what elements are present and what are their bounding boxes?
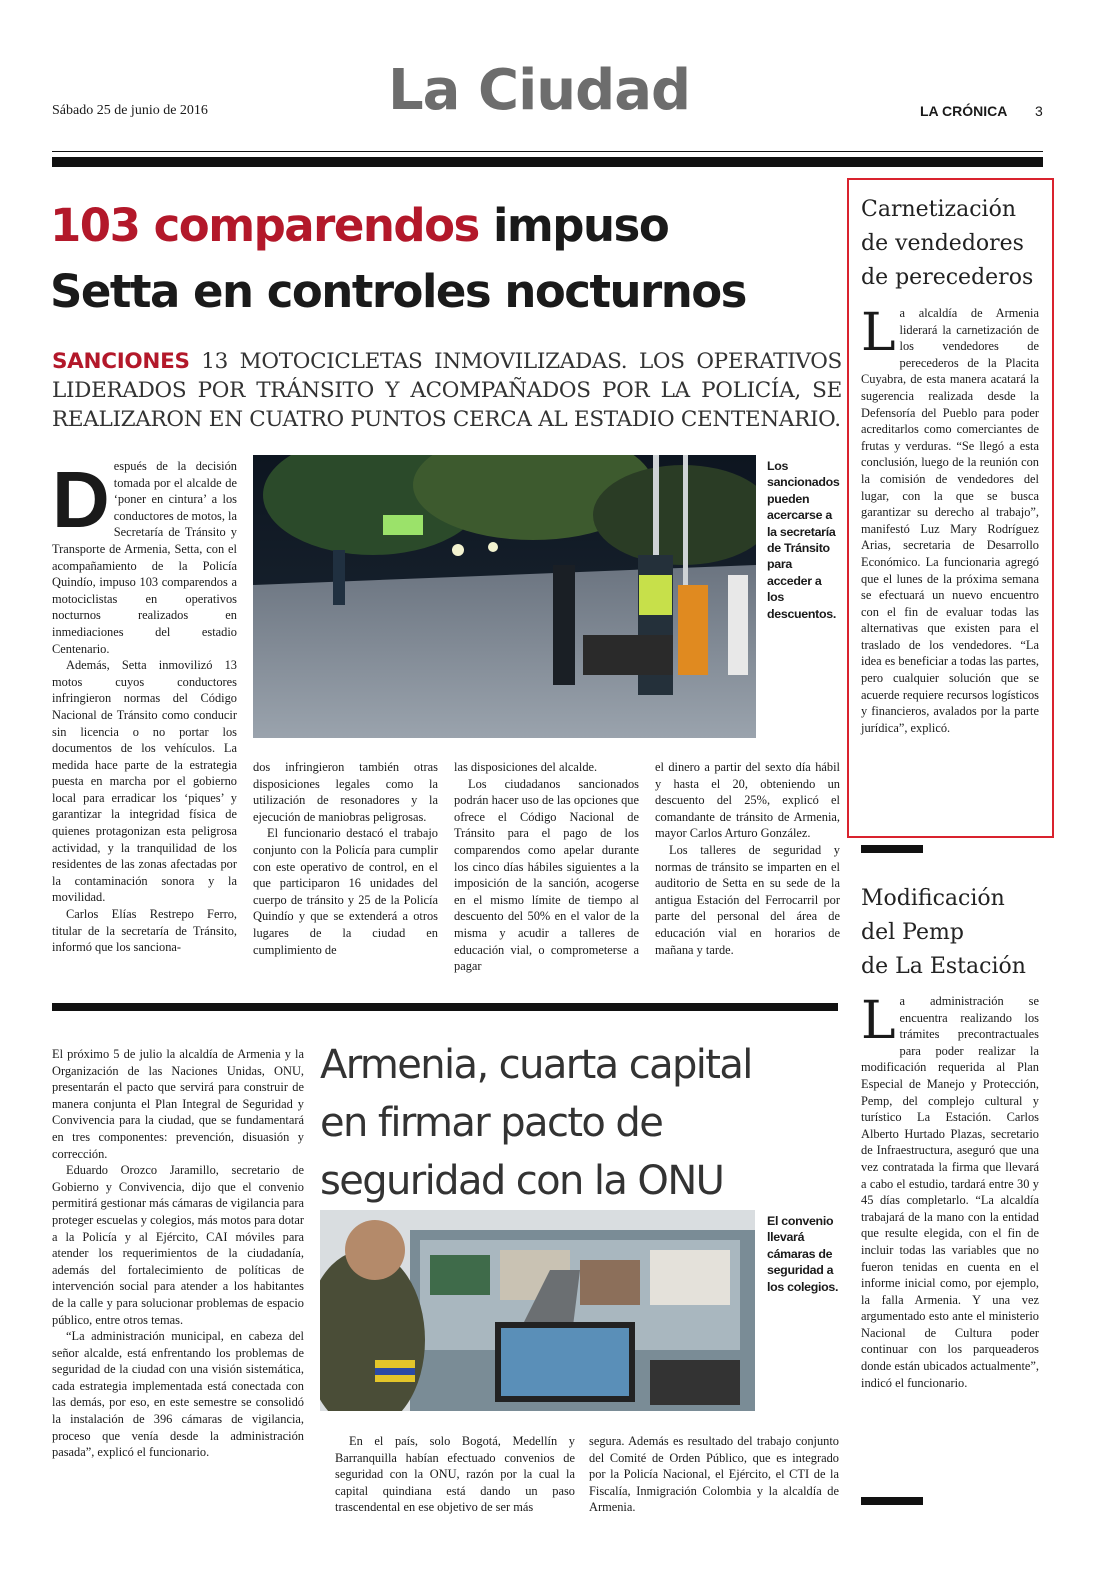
main-column-3 [454,759,639,975]
sidebar1-dropcap: L [861,303,896,363]
article-divider [52,1003,838,1011]
second-headline-line2: en firmar pacto de [320,1100,663,1146]
deck [52,347,842,434]
issue-date: Sábado 25 de junio de 2016 [52,103,208,118]
sidebar1-body [861,305,1039,736]
main-col1-p2: Además, Setta inmovilizó 13 motos cuyos conductores infringieron normas del Código Nacional de Tránsito como conducir sin licencia o no portar los documentos de los vehículos. La medida hace parte de la estrategia puesta en marcha por el gobierno local para erradicar los ‘piques’ y garantizar la integridad física de quienes protagonizan esta peligrosa actividad, y la tranquilidad de los residentes de las zonas afectadas por la contaminación sonora y la movilidad. [52,658,237,905]
main-col2-p2: El funcionario destacó el trabajo conjunto con la Policía para cumplir con este operativo de control, en el que participaron 16 unidades del cuerpo de tránsito y 25 de la Policía Quindío y que se extenderá a otros lugares de la ciudad en cumplimiento de [253,826,438,957]
main-col2-p1: dos infringieron también otras disposiciones legales como la utilización de resonadores y la ejecución de maniobras peligrosas. [253,760,438,824]
section-title: La Ciudad [388,58,691,123]
sidebar2-title [861,882,1026,984]
sidebar1-text: a alcaldía de Armenia liderará la carnetización de los vendedores de perecederos de la Placita Cuyabra, de esta manera acatará la sugerencia realizada desde la Defensoría del Pueblo para poder acreditarlos como comerciantes de frutas y verduras. “Se llegó a esta conclusión, luego de la reunión con la comisión de vendedores del lugar, con la que se busca garantizar su derecho al trabajo”, manifestó Luz Mary Rodríguez Arias, secretaria de Desarrollo Económico. La funcionaria agregó que el lunes de la próxima semana se efectuará un nuevo encuentro con el fin de evaluar todas las alternativas que existen para el traslado de los vendedores. “La idea es beneficiar a todas las partes, pero cualquier solución que se acuerde requiere recursos logísticos y financieros, avalados por la parte jurídica”, explicó. [861,306,1039,735]
main-headline [50,193,840,325]
main-column-2 [253,759,438,958]
page-number: 3 [1035,103,1043,119]
sidebar1-title-line1: Carnetización [861,197,1017,222]
main-col4-p2: Los talleres de seguridad y normas de tránsito se imparten en el auditorio de Setta en su sede de la antigua Estación del Ferrocarril por parte del personal del área de educación vial en horarios de mañana y tarde. [655,842,840,957]
second-col-b-text: segura. Además es resultado del trabajo conjunto del Comité de Orden Público, que es integrado por la Policía Nacional, el Ejército, el CTI de la Fiscalía, Inmigración Colombia y la alcaldía de Armenia. [589,1434,839,1515]
sidebar2-marker [861,845,923,853]
surveillance-caption: El convenio llevará cámaras de seguridad a los colegios. [767,1214,839,1294]
sidebar2-dropcap: L [861,991,896,1051]
sidebar2-title-line2: del Pemp [861,920,964,945]
main-col1-lead: espués de la decisión tomada por el alcalde de ‘poner en cintura’ a los conductores de motos, la Secretaría de Tránsito y Transporte de Armenia, Setta, con el acompañamiento de la Policía Quindío, impuso 103 comparendos a motociclistas en operativos nocturnos realizados en inmediaciones del estadio Centenario. [52,459,237,656]
main-dropcap: D [52,455,110,544]
main-col4-p1: el dinero a partir del sexto día hábil y hasta el 20, obteniendo un descuento del 25%, explicó el comandante de tránsito de Armenia, mayor Carlos Arturo González. [655,760,840,841]
traffic-control-photo [253,455,756,738]
main-column-1 [52,455,237,956]
headline-part2: Setta en controles nocturnos [50,265,746,318]
sidebar2-end-marker [861,1497,923,1505]
sidebar1-title-line3: de perecederos [861,265,1034,290]
main-photo-caption: Los sancionados pueden acercarse a la secretaría de Tránsito para acceder a los descuentos. [767,459,840,621]
sidebar1-title [861,193,1033,295]
surveillance-photo [320,1210,755,1411]
second-left-p2: Eduardo Orozco Jaramillo, secretario de Gobierno y Convivencia, dijo que el convenio permitirá gestionar más cámaras de vigilancia para proteger escuelas y colegios, más motos para dotar a la Policía y al Ejército, CAI móviles para atender los requerimientos de la ciudadanía, además del fortalecimiento de políticas de intervención social para atender a los habitantes de la calle y para solucionar problemas de espacio público, entre otros temas. [52,1163,304,1327]
second-left-p3: “La administración municipal, en cabeza del señor alcalde, está enfrentando los problemas de seguridad de la ciudad con una visión sistemática, cada estrategia implementada está conectada con las demás, por eso, en este semestre se consolidó la instalación de 396 cámaras de vigilancia, proceso que venía desde la administración pasada”, explicó el funcionario. [52,1329,304,1460]
main-col1-p3: Carlos Elías Restrepo Ferro, titular de la secretaría de Tránsito, informó que los sanciona- [52,907,237,955]
deck-text: 13 MOTOCICLETAS INMOVILIZADAS. LOS OPERATIVOS LIDERADOS POR TRÁNSITO Y ACOMPAÑADOS POR LA POLICÍA, SE REALIZARON EN CUATRO PUNTOS CERCA AL ESTADIO CENTENARIO. [52,349,842,432]
newspaper-name: LA CRÓNICA [920,103,1008,119]
second-left-p1: El próximo 5 de julio la alcaldía de Armenia y la Organización de las Naciones Unidas, ONU, presentarán el pacto que servirá para construir de manera conjunta el Plan Integral de Seguridad y Convivencia para la ciudad, que se fundamentará en tres componentes: prevención, disuasión y corrección. [52,1047,304,1161]
sidebar2-text: a administración se encuentra realizando los trámites precontractuales para poder realizar la modificación requerida al Plan Especial de Manejo y Protección, Pemp, del complejo cultural y turístico La Estación. Carlos Alberto Hurtado Plazas, secretario de Infraestructura, aseguró que una vez contratada la firma que llevará a cabo el estudio, tardará entre 30 y 45 días completarlo. “La alcaldía trabajará de la mano con la entidad que resulte elegida, con el fin de incluir todas las variables que no fueron tenidas en cuenta en el informe inicial como, por ejemplo, la falla Armenia. Y una vez argumentado esto ante el ministerio Nacional de Cultura poder continuar con los parqueaderos donde están ubicados actualmente”, indicó el funcionario. [861,994,1039,1390]
deck-kicker: SANCIONES [52,349,190,374]
second-headline-line3: seguridad con la ONU [320,1158,724,1204]
main-col3-p2: Los ciudadanos sancionados podrán hacer uso de las opciones que ofrece el Código Nacional de Tránsito para el pago de los comparendos como apelar durante los cinco días hábiles siguientes a la imposición de la sanción, acogerse en el mismo límite de tiempo al descuento del 50% en el valor de la misma y acudir a talleres de educación vial, o comprometerse a pagar [454,776,639,974]
main-col3-p1: las disposiciones del alcalde. [454,760,598,774]
second-headline [320,1036,840,1210]
second-headline-line1: Armenia, cuarta capital [320,1042,752,1088]
second-column-b [589,1433,839,1516]
second-column-a [335,1433,575,1516]
header-rule-thick [52,157,1043,167]
main-column-4 [655,759,840,958]
headline-part1: impuso [478,199,669,252]
sidebar2-title-line1: Modificación [861,886,1005,911]
sidebar2-title-line3: de La Estación [861,954,1026,979]
sidebar1-title-line2: de vendedores [861,231,1024,256]
headline-highlight: 103 comparendos [50,199,479,252]
header-rule-thin [52,151,1043,152]
second-left-column [52,1046,304,1461]
sidebar2-body [861,993,1039,1391]
second-col-a-text: En el país, solo Bogotá, Medellín y Barranquilla habían efectuado convenios de seguridad con la ONU, razón por la cual la capital quindiana está dando un paso trascendental en ese objetivo de ser más [335,1434,575,1515]
